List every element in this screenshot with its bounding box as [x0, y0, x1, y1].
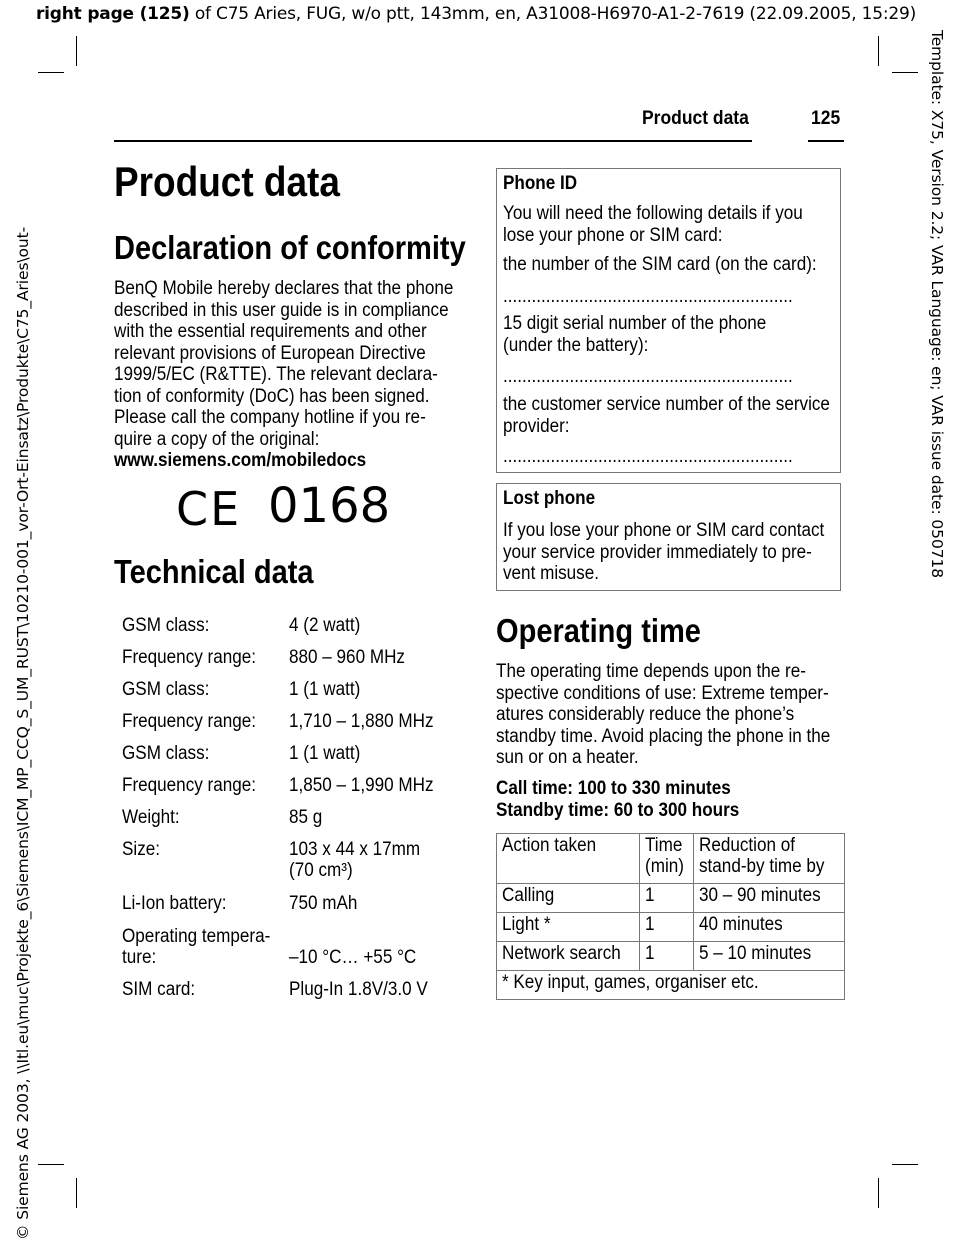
column-header: Action taken	[502, 835, 597, 856]
spec-value: 880 – 960 MHz	[289, 647, 405, 668]
crop-mark	[892, 1164, 918, 1165]
column-header: Reduction of	[699, 835, 796, 856]
table-cell: 1	[645, 943, 655, 964]
column-header: stand-by time by	[699, 856, 825, 877]
technical-data-heading: Technical data	[114, 553, 314, 590]
spec-label: ture:	[122, 947, 157, 968]
table-cell: 1	[645, 914, 655, 935]
spec-value: –10 °C… +55 °C	[289, 947, 417, 968]
text-line: standby time. Avoid placing the phone in the	[496, 725, 831, 747]
declaration-text	[114, 278, 491, 472]
table-cell: Network search	[502, 943, 621, 964]
crop-mark	[76, 36, 77, 66]
lost-phone-title: Lost phone	[503, 488, 596, 509]
phone-id-intro	[503, 203, 836, 246]
spec-value: 4 (2 watt)	[289, 615, 361, 636]
table-row	[122, 636, 462, 668]
spec-label: Frequency range:	[122, 711, 257, 732]
table-row	[122, 604, 462, 636]
spec-label: GSM class:	[122, 743, 210, 764]
lost-phone-text	[503, 520, 860, 585]
spec-label: SIM card:	[122, 979, 196, 1000]
table-row	[122, 700, 462, 732]
standby-time: Standby time: 60 to 300 hours	[496, 799, 740, 821]
service-number-label	[503, 394, 866, 437]
text-line: the customer service number of the service	[503, 394, 830, 415]
text-line: 15 digit serial number of the phone	[503, 313, 767, 334]
running-header-title: Product data	[642, 108, 749, 129]
sim-number-label: the number of the SIM card (on the card):	[503, 254, 817, 275]
service-number-blank: .............................................................	[503, 446, 793, 467]
spec-label: Frequency range:	[122, 647, 257, 668]
text-line: relevant provisions of European Directive	[114, 342, 426, 364]
text-line: BenQ Mobile hereby declares that the phone	[114, 278, 454, 299]
text-line: described in this user guide is in compliance	[114, 299, 449, 321]
text-line: lose your phone or SIM card:	[503, 224, 723, 246]
table-header-row	[497, 834, 845, 884]
mobiledocs-link[interactable]: www.siemens.com/mobiledocs	[114, 450, 367, 471]
spec-label: Size:	[122, 839, 161, 860]
spec-value: 750 mAh	[289, 893, 358, 914]
serial-number-blank: .............................................................	[503, 366, 793, 387]
standby-reduction-table	[496, 833, 845, 1000]
spec-label: GSM class:	[122, 679, 210, 700]
spec-value: 1 (1 watt)	[289, 743, 361, 764]
table-footnote: * Key input, games, organiser etc.	[502, 972, 759, 993]
text-line: quire a copy of the original:	[114, 428, 320, 450]
text-line: If you lose your phone or SIM card contact	[503, 520, 825, 541]
table-row	[497, 884, 845, 913]
page-number: 125	[811, 108, 841, 129]
spec-value: 1,710 – 1,880 MHz	[289, 711, 434, 732]
text-line: spective conditions of use: Extreme temper-	[496, 682, 829, 704]
technical-data-table	[122, 604, 462, 1000]
phone-id-box	[496, 168, 841, 473]
crop-mark	[878, 36, 879, 66]
table-cell: 5 – 10 minutes	[699, 943, 812, 964]
table-row	[497, 942, 845, 971]
serial-number-label	[503, 313, 796, 356]
call-time: Call time: 100 to 330 minutes	[496, 778, 731, 799]
table-cell: 30 – 90 minutes	[699, 885, 821, 906]
text-line: vent misuse.	[503, 563, 599, 584]
time-summary	[496, 778, 766, 821]
file-path-side-text: © Siemens AG 2003, \\Itl.eu\muc\Projekte_6\Siemens\ICM_MP_CCQ_S_UM_RUST\10210-001_vor-Ort-Einsatz\Produkte\C75_Aries\out-	[14, 226, 32, 1240]
text-line: The operating time depends upon the re-	[496, 661, 806, 682]
table-row	[122, 764, 462, 796]
spec-label: Li-Ion battery:	[122, 893, 227, 914]
spec-value: (70 cm³)	[289, 860, 353, 881]
template-side-text: Template: X75, Version 2.2; VAR Language: en; VAR issue date: 050718	[928, 30, 946, 578]
text-line: 1999/5/EC (R&TTE). The relevant declara-	[114, 364, 438, 385]
table-footnote-row	[497, 971, 845, 1000]
phone-id-title: Phone ID	[503, 173, 578, 194]
spec-value: 1 (1 watt)	[289, 679, 361, 700]
header-rule	[114, 140, 844, 142]
operating-time-text	[496, 661, 867, 769]
table-row	[122, 796, 462, 828]
crop-mark	[892, 72, 918, 73]
table-row	[122, 914, 462, 968]
text-line: tion of conformity (DoC) has been signed.	[114, 385, 430, 407]
declaration-heading: Declaration of conformity	[114, 229, 466, 266]
table-row	[122, 968, 462, 1000]
spec-value: 1,850 – 1,990 MHz	[289, 775, 434, 796]
text-line: sun or on a heater.	[496, 747, 639, 768]
text-line: Please call the company hotline if you re-	[114, 407, 426, 428]
sim-number-blank: .............................................................	[503, 286, 793, 307]
crop-mark	[76, 1178, 77, 1208]
header-rule-gap	[752, 136, 808, 144]
table-cell: Light *	[502, 914, 551, 935]
table-cell: Calling	[502, 885, 555, 906]
spec-label: Frequency range:	[122, 775, 257, 796]
table-row	[122, 732, 462, 764]
page-title: Product data	[114, 158, 340, 205]
column-header: (min)	[645, 856, 684, 877]
ce-notified-body-number: 0168	[268, 478, 391, 534]
text-line: provider:	[503, 415, 570, 437]
crop-mark	[38, 1164, 64, 1165]
spec-value: Plug-In 1.8V/3.0 V	[289, 979, 428, 1000]
spec-value: 103 x 44 x 17mm	[289, 839, 421, 860]
print-info-line: right page (125) of C75 Aries, FUG, w/o ptt, 143mm, en, A31008-H6970-A1-2-7619 (22.09.2005, 15:29)	[36, 4, 917, 24]
text-line: atures considerably reduce the phone’s	[496, 704, 795, 725]
column-header: Time	[645, 835, 683, 856]
table-cell: 40 minutes	[699, 914, 783, 935]
spec-label: Operating tempera-	[122, 926, 271, 947]
table-row	[122, 668, 462, 700]
crop-mark	[38, 72, 64, 73]
text-line: (under the battery):	[503, 334, 649, 356]
text-line: with the essential requirements and other	[114, 321, 427, 342]
spec-label: GSM class:	[122, 615, 210, 636]
operating-time-heading: Operating time	[496, 612, 701, 649]
ce-mark-icon: CE	[176, 482, 242, 536]
spec-label: Weight:	[122, 807, 180, 828]
crop-mark	[878, 1178, 879, 1208]
table-row	[122, 828, 462, 882]
table-cell: 1	[645, 885, 655, 906]
spec-value: 85 g	[289, 807, 323, 828]
table-row	[497, 913, 845, 942]
lost-phone-box	[496, 483, 841, 591]
table-row	[122, 882, 462, 914]
text-line: your service provider immediately to pre-	[503, 541, 812, 563]
text-line: You will need the following details if you	[503, 203, 803, 224]
